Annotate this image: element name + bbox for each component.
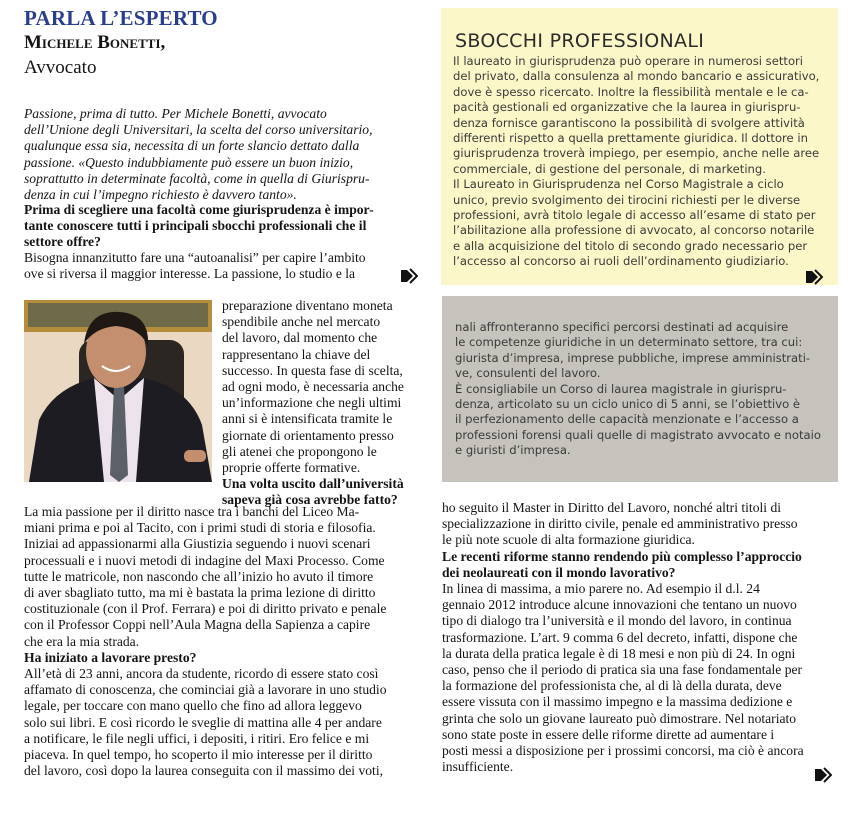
box-line: giurista d’impresa, imprese pubbliche, imprese amministrati- [455,350,811,365]
box-line: Il Laureato in Giurisprudenza nel Corso Magistrale a ciclo [453,177,784,192]
answer-1 [24,250,366,282]
box-line: e alla acquisizione del titolo di secondo grado necessario per [453,238,808,253]
box-line: il perfezionamento delle capacità menzionate e l’accesso a [455,412,799,427]
question-1 [24,202,374,251]
gray-info-box [442,296,838,482]
answer-line: di aver sbagliato tutto, ma mi è bastata la prima lezione di diritto [24,585,376,601]
box-line: professioni, avrà titolo legale di accesso all’esame di stato per [453,208,816,223]
question-2-line: Una volta uscito dall’università [222,476,404,492]
answer-line: gennaio 2012 introduce alcune innovazioni che tentano un nuovo [442,597,797,613]
answer-line: legale, per toccare con mano quello che fino ad allora leggevo [24,698,362,714]
answer-line: del lavoro, dal momento che [222,330,378,346]
box-line: denza fornisce garantiscono la possibilità di svolgere attività [453,115,805,130]
answer-line: del lavoro, così dopo la laurea conseguita con il massimo dei voti, [24,763,384,779]
arrow-continue-icon [805,269,823,285]
intro-line: qualunque essa sia, necessita di un forte slancio dettato dalla [24,138,360,154]
box-line: È consigliabile un Corso di laurea magistrale in giurispru- [455,381,787,396]
answer-line: a notificare, le file negli uffici, i depositi, i ritiri. Ero felice e mi [24,730,370,746]
answer-line: preparazione diventano moneta [222,298,393,313]
box-line: le competenze giuridiche in un determinato settore, tra cui: [455,335,803,350]
box-line: unico, previo svolgimento dei tirocini richiesti per le diverse [453,192,801,207]
answer-line: proprie offerte formative. [222,460,361,476]
answer-line: All’età di 23 anni, ancora da studente, ricordo di essere stato così [24,666,379,682]
box-line: professioni forensi quali quelle di magistrato avvocato e notaio [455,427,821,442]
answer-line: processuali e i nuovi metodi di indagine del Maxi Processo. Come [24,552,385,568]
intro-line: dell’Unione degli Universitari, la scelta del corso universitario, [24,122,373,138]
box-line: pacità gestionali ed organizzative che la laurea in giurispru- [453,100,801,115]
box-line: differenti rispetto a quella prettamente giuridica. Il dottore in [453,131,808,146]
answer-line: In linea di massima, a mio parere no. Ad esempio il d.l. 24 [442,581,760,597]
box-line: giurisprudenza troverà impiego, per esempio, anche nelle aree [453,146,820,161]
box-line: nali affronteranno specifici percorsi destinati ad acquisire [455,320,789,334]
box-line: l’accesso al concorso ai ruoli dell’ordinamento giudiziario. [453,254,789,269]
intro-paragraph [24,106,372,203]
sbocchi-professionali-box [441,8,838,285]
answer-line: giornate di orientamento presso [222,427,394,443]
answer-line: tipo di dialogo tra l’università e il mondo del lavoro, in continua [442,613,792,629]
box-title: SBOCCHI PROFESSIONALI [455,30,705,52]
answer-line: trasformazione. L’art. 9 comma 6 del decreto, infatti, dispone che [442,629,798,645]
author-role: Avvocato [24,57,97,78]
answer-line: Bisogna innanzitutto fare una “autoanalisi” per capire l’ambito [24,250,366,265]
answer-line: ove si riversa il maggior interesse. La passione, lo studio e la [24,266,356,282]
intro-line: passione. «Questo indubbiamente può essere un buon inizio, [24,154,354,170]
box-line: commerciale, di gestione del personale, di marketing. [453,161,766,176]
answer-line: gli atenei che propongono le [222,443,377,459]
arrow-continue-icon [814,767,832,783]
answer-line: che era la mia strada. [24,633,140,649]
answer-line: posti messi a disposizione per i prossimi concorsi, ma ciò è ancora [442,743,804,759]
answer-line: miani prima e poi al Tacito, con i primi studi di storia e filosofia. [24,520,376,536]
answer-line: sono state poste in essere delle riforme dirette ad aumentare i [442,726,775,742]
box-line: dove è spesso ricercato. Inoltre la flessibilità mentale e le ca- [453,84,809,99]
answer-line: un’informazione che negli ultimi [222,395,402,411]
box-line: Il laureato in giurisprudenza può operare in numerosi settori [453,54,804,68]
box-line: ve, consulenti del lavoro. [455,366,601,381]
answer-line: specializzazione in diritto civile, penale ed amministrativo presso [442,516,798,532]
question-4-line: Le recenti riforme stanno rendendo più complesso l’approccio [442,548,802,564]
answer-line: piaceva. In quel tempo, ho scoperto il mio interesse per il diritto [24,747,373,763]
portrait-photo [24,300,212,482]
answer-2 [24,504,387,779]
answer-line: ad ogni modo, è necessaria anche [222,379,404,395]
question-4-line: dei neolaureati con il mondo lavorativo? [442,564,676,580]
question-3-line: Ha iniziato a lavorare presto? [24,649,197,665]
answer-line: caso, penso che il periodo di pratica sia una fase fondamentale per [442,662,803,678]
intro-line: soprattutto in determinate facoltà, come in quella di Giurispru- [24,170,370,186]
answer-line: La mia passione per il diritto nasce tra i banchi del Liceo Ma- [24,504,360,519]
box-line: del privato, dalla consulenza al mondo bancario e assicurativo, [453,69,820,84]
answer-line: tutte le matricole, non nascondo che all’inizio ho avuto il timore [24,568,374,584]
question-line: settore offre? [24,234,101,250]
box-line: e giuristi d’impresa. [455,443,571,458]
arrow-continue-icon [400,268,418,284]
box-line: denza, articolato su un ciclo unico di 5 anni, se l’obiettivo è [455,397,801,412]
answer-line: insufficiente. [442,759,514,775]
author-name: Michele Bonetti, [24,32,166,53]
answer-3-continued [442,500,804,775]
intro-line: Passione, prima di tutto. Per Michele Bonetti, avvocato [24,106,327,121]
box-line: l’abilitazione alla professione di avvocato, al concorso notarile [453,223,815,238]
answer-line: successo. In questa fase di scelta, [222,362,403,378]
intro-line: denza in cui l’impegno richiesto è davvero tanto». [24,187,297,203]
answer-line: affamato di conoscenza, che cominciai già a lavorare in uno studio [24,682,387,698]
answer-line: le più note scuole di alta formazione giuridica. [442,532,695,548]
answer-line: la durata della pratica legale è di 18 mesi e non più di 24. In ogni [442,645,796,661]
answer-1-continued [222,298,404,509]
answer-line: la formazione del professionista che, al di là della durata, deve [442,678,782,694]
question-2-line: sapeva già cosa avrebbe fatto? [222,492,398,508]
answer-line: solo sui libri. E così ricordo le sveglie di mattina alle 4 per andare [24,714,382,730]
answer-line: costituzionale (con il Prof. Ferrara) e poi di diritto privato e penale [24,601,387,617]
answer-line: essere vissuta con il massimo impegno e la massima dedizione e [442,694,793,710]
box-text [453,54,819,270]
box-text [455,320,821,459]
answer-line: spendibile anche nel mercato [222,314,381,330]
answer-line: rappresentano la chiave del [222,346,371,362]
question-line: tante conoscere tutti i principali sbocchi professionali che il [24,218,367,234]
answer-line: Iniziai ad appassionarmi alla Giustizia seguendo i nuovi scenari [24,536,371,552]
question-line: Prima di scegliere una facoltà come giurisprudenza è impor- [24,202,374,217]
answer-line: ho seguito il Master in Diritto del Lavoro, nonché altri titoli di [442,500,782,515]
answer-line: con il Professor Coppi nell’Aula Magna della Sapienza a capire [24,617,371,633]
section-title: PARLA L’ESPERTO [24,6,218,30]
answer-line: anni si è intensificata tramite le [222,411,393,427]
answer-line: grinta che solo un giovane laureato può dimostrare. Nel notariato [442,710,797,726]
